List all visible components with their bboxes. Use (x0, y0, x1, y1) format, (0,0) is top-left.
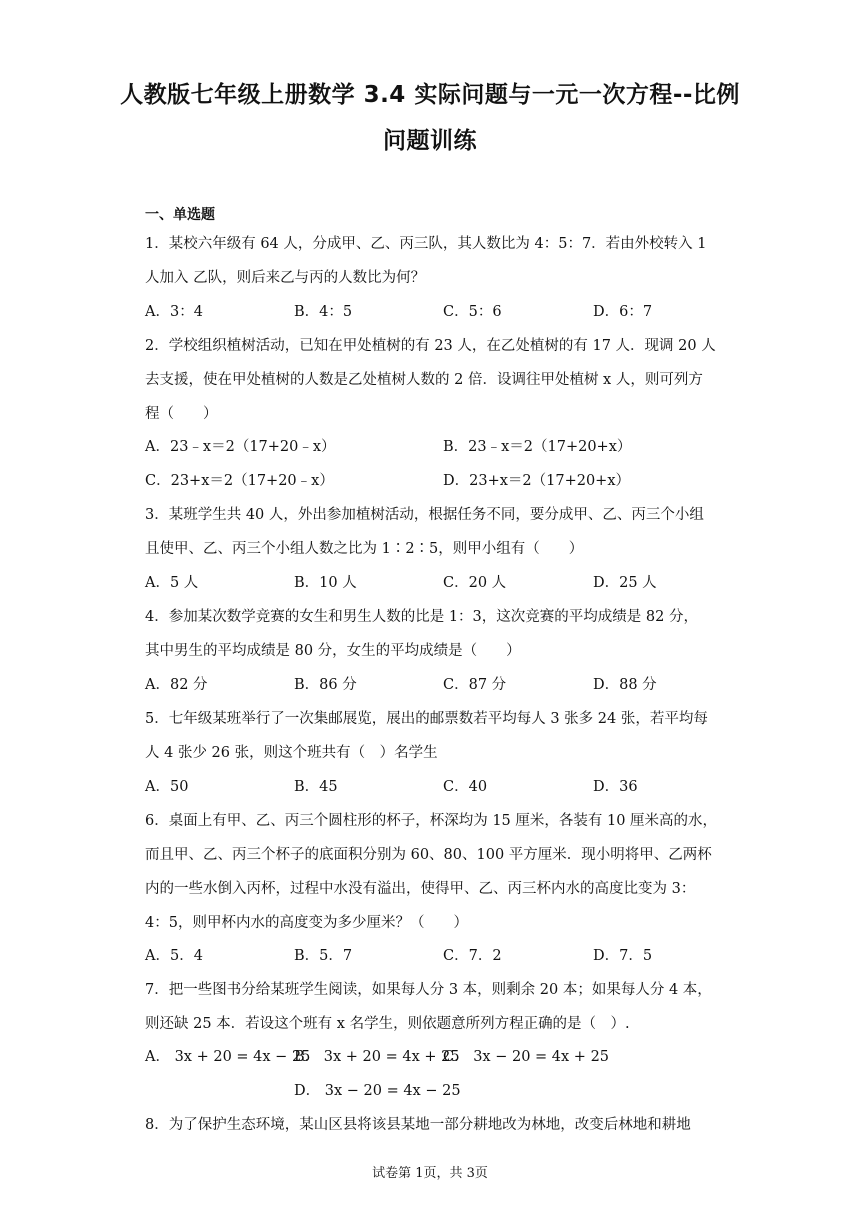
question-7-option-b: B． 3x + 20 = 4x + 25 (294, 1049, 460, 1065)
question-2-line-1: 2．学校组织植树活动，已知在甲处植树的有 23 人，在乙处植树的有 17 人．现调 20 人 (145, 338, 716, 354)
question-2-option-a: A．23﹣x＝2（17+20﹣x） (145, 439, 336, 455)
question-7-line-1: 7．把一些图书分给某班学生阅读，如果每人分 3 本，则剩余 20 本；如果每人分 4 本， (145, 982, 712, 998)
question-2-line-3: 程（ ） (145, 406, 218, 422)
question-3-option-b: B．10 人 (294, 575, 357, 591)
question-7-line-2: 则还缺 25 本．若设这个班有 x 名学生，则依题意所列方程正确的是（ ）. (145, 1016, 630, 1032)
question-2-line-2: 去支援，使在甲处植树的人数是乙处植树人数的 2 倍．设调往甲处植树 x 人，则可列方 (145, 372, 703, 388)
question-4-option-a: A．82 分 (145, 677, 208, 693)
question-6-option-b: B．5．7 (294, 948, 353, 964)
question-6-option-a: A．5．4 (145, 948, 203, 964)
question-4-line-2: 其中男生的平均成绩是 80 分，女生的平均成绩是（ ） (145, 643, 521, 659)
question-2-option-b: B．23﹣x＝2（17+20+x） (443, 439, 632, 455)
question-4-option-d: D．88 分 (593, 677, 657, 693)
question-1-line-2: 人加入 乙队，则后来乙与丙的人数比为何？ (145, 270, 426, 286)
question-5-option-d: D．36 (593, 779, 638, 795)
question-1-option-b: B．4：5 (294, 304, 353, 320)
question-1-option-a: A．3：4 (145, 304, 203, 320)
question-6-option-c: C．7．2 (443, 948, 502, 964)
question-4-option-b: B．86 分 (294, 677, 357, 693)
question-1-line-1: 1．某校六年级有 64 人，分成甲、乙、丙三队，其人数比为 4：5：7．若由外校转入 1 (145, 236, 707, 252)
question-5-option-b: B．45 (294, 779, 338, 795)
question-5-line-2: 人 4 张少 26 张，则这个班共有（ ）名学生 (145, 745, 438, 761)
question-7-option-a: A． 3x + 20 = 4x − 25 (145, 1049, 311, 1065)
question-3-option-c: C．20 人 (443, 575, 507, 591)
question-5-option-c: C．40 (443, 779, 488, 795)
section-heading: 一、单选题 (145, 207, 215, 223)
question-6-option-d: D．7．5 (593, 948, 653, 964)
question-3-line-2: 且使甲、乙、丙三个小组人数之比为 1∶2∶5，则甲小组有（ ） (145, 541, 584, 557)
page-title-line1: 人教版七年级上册数学 3.4 实际问题与一元一次方程--比例 (120, 82, 740, 108)
question-3-line-1: 3．某班学生共 40 人，外出参加植树活动，根据任务不同，要分成甲、乙、丙三个小组 (145, 507, 704, 523)
question-6-line-4: 4：5，则甲杯内水的高度变为多少厘米？（ ） (145, 915, 468, 931)
question-1-option-d: D．6：7 (593, 304, 653, 320)
question-2-option-d: D．23+x＝2（17+20+x） (443, 473, 631, 489)
question-5-line-1: 5．七年级某班举行了一次集邮展览，展出的邮票数若平均每人 3 张多 24 张，若平均每 (145, 711, 708, 727)
question-3-option-a: A．5 人 (145, 575, 199, 591)
question-8-line-1: 8．为了保护生态环境，某山区县将该县某地一部分耕地改为林地，改变后林地和耕地 (145, 1117, 691, 1133)
question-4-option-c: C．87 分 (443, 677, 507, 693)
question-6-line-1: 6．桌面上有甲、乙、丙三个圆柱形的杯子，杯深均为 15 厘米，各装有 10 厘米高的水， (145, 813, 718, 829)
question-6-line-2: 而且甲、乙、丙三个杯子的底面积分别为 60、80、100 平方厘米．现小明将甲、乙两杯 (145, 847, 712, 863)
question-7-option-d: D． 3x − 20 = 4x − 25 (294, 1083, 461, 1099)
question-7-option-c: C． 3x − 20 = 4x + 25 (443, 1049, 610, 1065)
question-1-option-c: C．5：6 (443, 304, 502, 320)
page-title-line2: 问题训练 (383, 128, 477, 154)
question-3-option-d: D．25 人 (593, 575, 657, 591)
page-footer: 试卷第 1页，共 3页 (372, 1166, 488, 1181)
question-4-line-1: 4．参加某次数学竞赛的女生和男生人数的比是 1：3，这次竞赛的平均成绩是 82 分， (145, 609, 698, 625)
question-5-option-a: A．50 (145, 779, 189, 795)
question-6-line-3: 内的一些水倒入丙杯，过程中水没有溢出，使得甲、乙、丙三杯内水的高度比变为 3： (145, 881, 696, 897)
question-2-option-c: C．23+x＝2（17+20﹣x） (145, 473, 334, 489)
